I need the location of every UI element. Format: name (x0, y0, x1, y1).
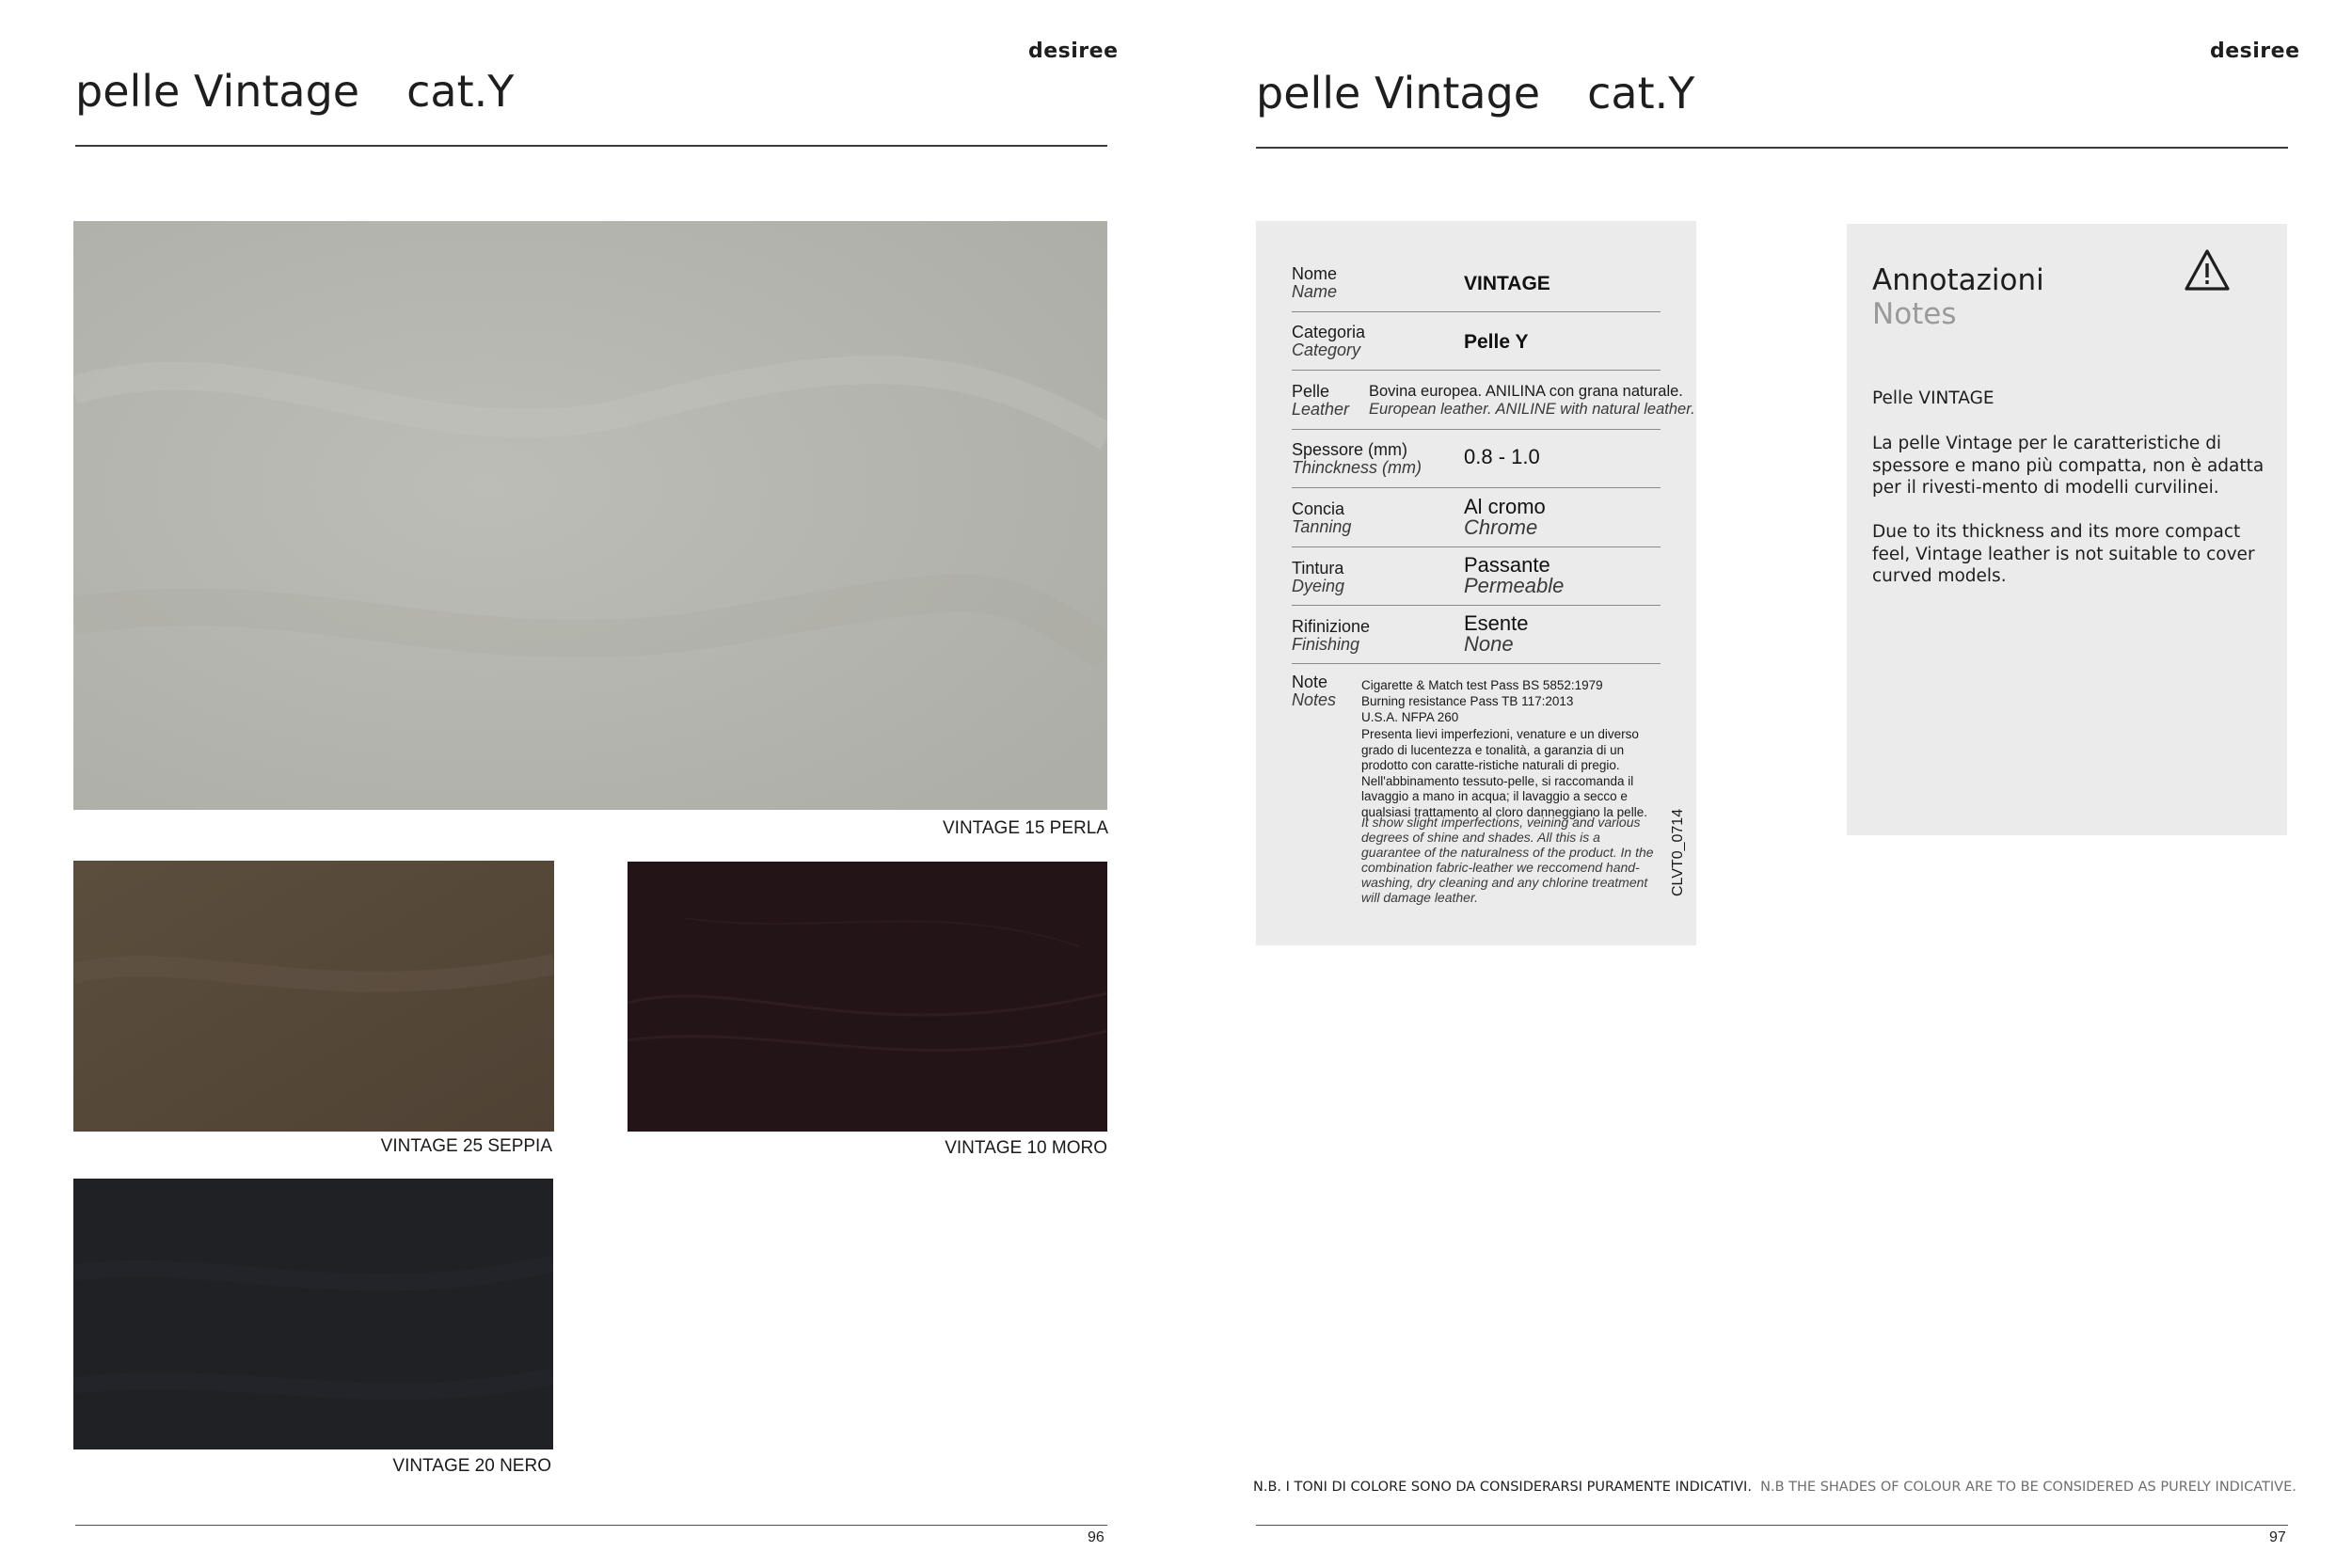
spec-row-categoria (1292, 312, 1661, 371)
notes-paragraph-it: La pelle Vintage per le caratteristiche di spessore e mano più compatta, non è adatta per il rivesti-mento di modelli curvilinei. (1872, 434, 2265, 498)
document-code: CLVT0_0714 (1670, 808, 1686, 896)
spec-key-en: Name (1292, 282, 1338, 301)
swatch-perla (73, 221, 1107, 810)
spec-value-en: European leather. ANILINE with natural leather. (1369, 401, 1695, 418)
title-main: pelle Vintage (75, 66, 360, 117)
spec-row-tintura (1292, 547, 1661, 606)
spec-value-en: Chrome (1464, 515, 1538, 539)
note-paragraph-it: Presenta lievi imperfezioni, venature e un diverso grado di lucentezza e tonalità, a garanzia di un prodotto con caratte-ristiche naturali di pregio. Nell'abbinamento tessuto-pelle, si raccomanda il lavaggio a mano in acqua; il lavaggio a secco e qualsiasi trattamento al cloro danneggiano la pelle. (1361, 727, 1647, 819)
spec-value: Passante (1464, 553, 1550, 577)
spec-value-en: None (1464, 632, 1514, 656)
note-test-3: U.S.A. NFPA 260 (1361, 710, 1459, 724)
page-title (1256, 68, 1694, 119)
spec-card (1256, 221, 1696, 945)
spec-key: Spessore (mm) (1292, 440, 1408, 459)
spec-key-en: Leather (1292, 400, 1350, 419)
swatch-moro (628, 862, 1107, 1132)
spec-key-en: Category (1292, 341, 1361, 359)
spec-value: Bovina europea. ANILINA con grana naturale. (1369, 383, 1683, 400)
notes-title: Annotazioni (1872, 263, 2044, 297)
spec-key: Tintura (1292, 559, 1344, 578)
spec-value: VINTAGE (1464, 273, 1550, 294)
brand-logo: desiree (2210, 40, 2300, 63)
swatch-seppia (73, 861, 554, 1132)
notes-card (1847, 224, 2287, 835)
title-category: cat.Y (1587, 68, 1695, 119)
title-category: cat.Y (406, 66, 515, 117)
spec-key-en: Thinckness (mm) (1292, 458, 1422, 477)
footer-rule (75, 1525, 1107, 1526)
spec-key-en: Tanning (1292, 517, 1352, 536)
swatch-moro-label: VINTAGE 10 MORO (945, 1138, 1107, 1158)
note-paragraph-en: It show slight imperfections, veining and various degrees of shine and shades. All this is a guarantee of the naturalness of the product. In the combination fabric-leather we reccomend hand-washing, dry cleaning and any chlorine treatment will damage leather. (1361, 815, 1654, 905)
swatch-nero-texture (73, 1179, 553, 1449)
swatch-nero-label: VINTAGE 20 NERO (392, 1456, 551, 1476)
spec-value: Pelle Y (1464, 331, 1529, 353)
title-main: pelle Vintage (1256, 68, 1541, 119)
spec-key-en: Notes (1292, 690, 1337, 709)
page-number: 96 (1088, 1529, 1104, 1545)
swatch-nero (73, 1179, 553, 1449)
swatch-perla-label: VINTAGE 15 PERLA (943, 818, 1108, 838)
spec-key: Note (1292, 673, 1328, 691)
spec-key-en: Finishing (1292, 635, 1360, 654)
spec-row-spessore (1292, 430, 1661, 488)
spec-row-concia (1292, 488, 1661, 547)
spec-value: Esente (1464, 611, 1529, 635)
spec-value: Al cromo (1464, 495, 1546, 518)
swatch-moro-texture (628, 862, 1107, 1132)
spec-key: Rifinizione (1292, 617, 1371, 636)
disclaimer (1253, 1480, 2296, 1495)
header-rule (1256, 147, 2288, 149)
warning-icon (2184, 248, 2231, 292)
notes-paragraph-en: Due to its thickness and its more compact feel, Vintage leather is not suitable to cover curved models. (1872, 522, 2255, 586)
footer-rule (1256, 1525, 2288, 1526)
spec-row-pelle (1292, 371, 1695, 430)
note-test-2: Burning resistance Pass TB 117:2013 (1361, 694, 1574, 708)
spec-value: 0.8 - 1.0 (1464, 445, 1540, 468)
spec-key: Categoria (1292, 323, 1366, 341)
page-title (75, 66, 514, 117)
note-test-1: Cigarette & Match test Pass BS 5852:1979 (1361, 678, 1603, 692)
notes-subtitle: Notes (1872, 297, 1957, 331)
spec-key: Concia (1292, 499, 1345, 518)
spec-row-nome (1292, 221, 1661, 312)
notes-heading: Pelle VINTAGE (1872, 388, 1994, 408)
header-rule (75, 145, 1107, 147)
spec-row-rifinizione (1292, 606, 1661, 664)
page-number: 97 (2269, 1529, 2286, 1545)
disclaimer-en: N.B THE SHADES OF COLOUR ARE TO BE CONSIDERED AS PURELY INDICATIVE. (1760, 1480, 2296, 1495)
disclaimer-it: N.B. I TONI DI COLORE SONO DA CONSIDERARSI PURAMENTE INDICATIVI. (1253, 1480, 1752, 1495)
swatch-seppia-texture (73, 861, 554, 1132)
swatch-perla-texture (73, 221, 1107, 810)
spec-key-en: Dyeing (1292, 577, 1345, 595)
spec-value-en: Permeable (1464, 574, 1565, 597)
spec-key: Nome (1292, 264, 1338, 283)
swatch-seppia-label: VINTAGE 25 SEPPIA (380, 1136, 552, 1156)
brand-logo: desiree (1028, 40, 1119, 63)
spec-key: Pelle (1292, 382, 1330, 401)
